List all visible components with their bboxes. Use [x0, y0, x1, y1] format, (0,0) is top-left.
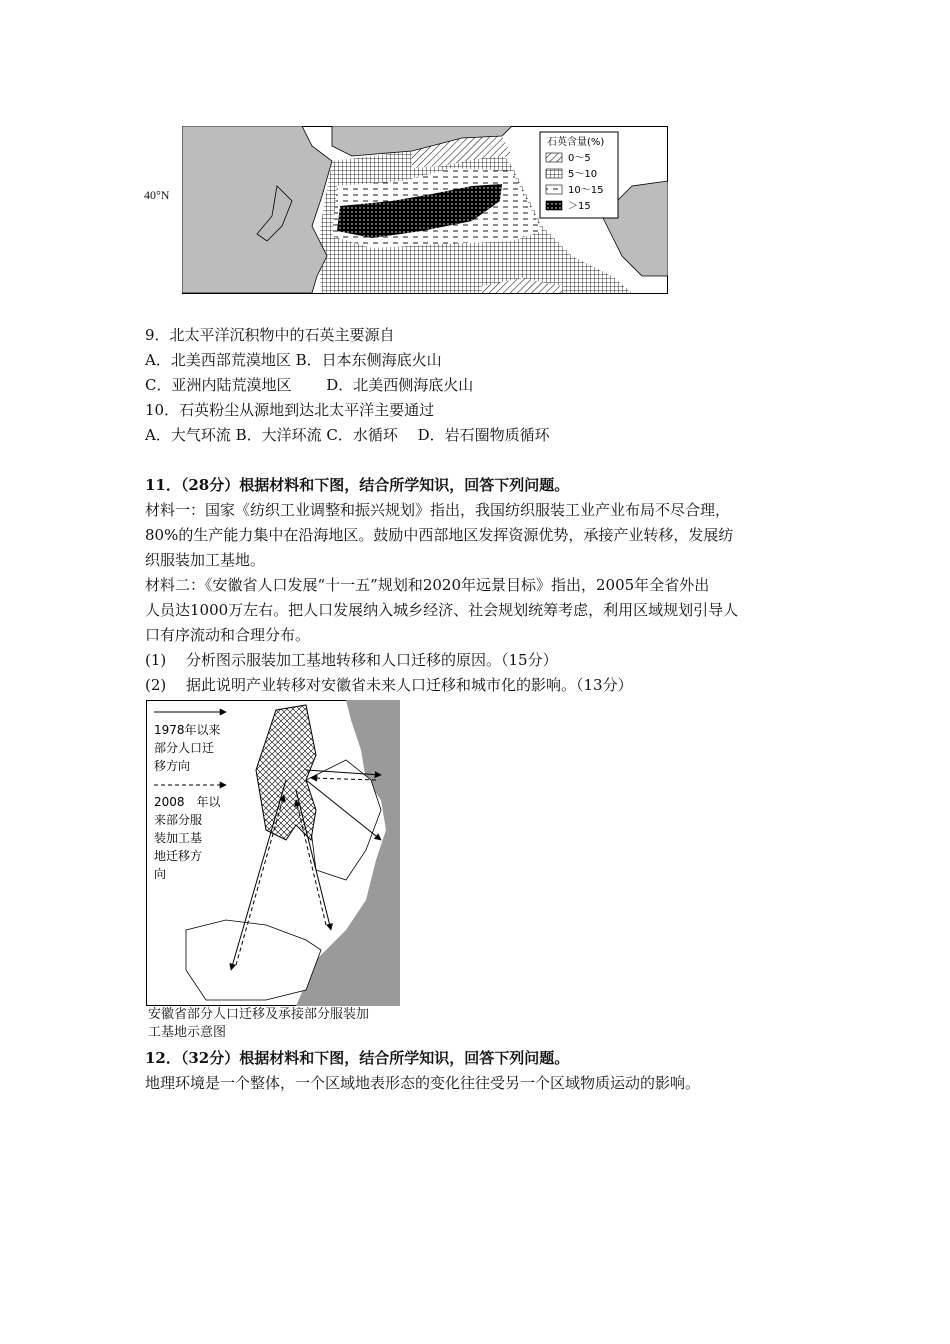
- legend-item-1: 0～5: [568, 153, 591, 164]
- q9-options-1: A．北美西部荒漠地区 B．日本东侧海底火山: [145, 351, 442, 369]
- q9-options-2: C．亚洲内陆荒漠地区 D．北美西侧海底火山: [145, 376, 474, 394]
- legend-item-4: ＞15: [568, 201, 591, 212]
- asia-land: [182, 126, 332, 293]
- legend2-line5: 向: [154, 867, 167, 881]
- q11-material2-line3: 口有序流动和合理分布。: [145, 626, 311, 644]
- legend2-line4: 地迁移方: [154, 849, 203, 863]
- map2-caption-line1: 安徽省部分人口迁移及承接部分服装加: [148, 1007, 370, 1022]
- q9-stem: 9．北太平洋沉积物中的石英主要源自: [145, 326, 395, 344]
- q12-text: 地理环境是一个整体，一个区域地表形态的变化往往受另一个区域物质运动的影响。: [145, 1074, 701, 1092]
- anhui-migration-map: [146, 700, 400, 1006]
- legend-item-3: 10～15: [568, 185, 604, 196]
- map2-caption-line2: 工基地示意图: [148, 1025, 227, 1040]
- legend1-line3: 移方向: [154, 759, 191, 773]
- q10-stem: 10．石英粉尘从源地到达北太平洋主要通过: [145, 401, 435, 419]
- legend2-line3: 装加工基: [154, 831, 203, 845]
- q11-sub2: (2) 据此说明产业转移对安徽省未来人口迁移和城市化的影响。（13分）: [145, 676, 633, 694]
- q11-material1-line1: 材料一：国家《纺织工业调整和振兴规划》指出，我国纺织服装工业产业布局不尽合理，: [145, 501, 731, 519]
- legend-item-2: 5～10: [568, 169, 598, 180]
- legend2-line2: 来部分服: [154, 813, 203, 827]
- q11-material1-line3: 织服装加工基地。: [145, 551, 266, 569]
- latitude-label: 40°N: [144, 188, 170, 202]
- quartz-content-map: [182, 126, 668, 294]
- legend2-line1: 2008 年以: [154, 795, 221, 809]
- q11-title: 11．（28分）根据材料和下图，结合所学知识，回答下列问题。: [145, 476, 570, 494]
- q11-material1-line2: 80%的生产能力集中在沿海地区。鼓励中西部地区发挥资源优势，承接产业转移，发展纺: [145, 526, 734, 544]
- q11-sub1: (1) 分析图示服装加工基地转移和人口迁移的原因。（15分）: [145, 651, 558, 669]
- q11-material2-line2: 人员达1000万左右。把人口发展纳入城乡经济、社会规划统筹考虑，利用区域规划引导人: [145, 601, 739, 619]
- legend1-line1: 1978年以来: [154, 723, 221, 737]
- q10-options: A．大气环流 B．大洋环流 C．水循环 D．岩石圈物质循环: [145, 426, 550, 444]
- legend-title: 石英含量(%): [547, 137, 605, 148]
- legend1-line2: 部分人口迁: [154, 741, 215, 755]
- q12-title: 12．（32分）根据材料和下图，结合所学知识，回答下列问题。: [145, 1049, 570, 1067]
- q11-material2-line1: 材料二：《安徽省人口发展“十一五”规划和2020年远景目标》指出，2005年全省外出: [145, 576, 710, 594]
